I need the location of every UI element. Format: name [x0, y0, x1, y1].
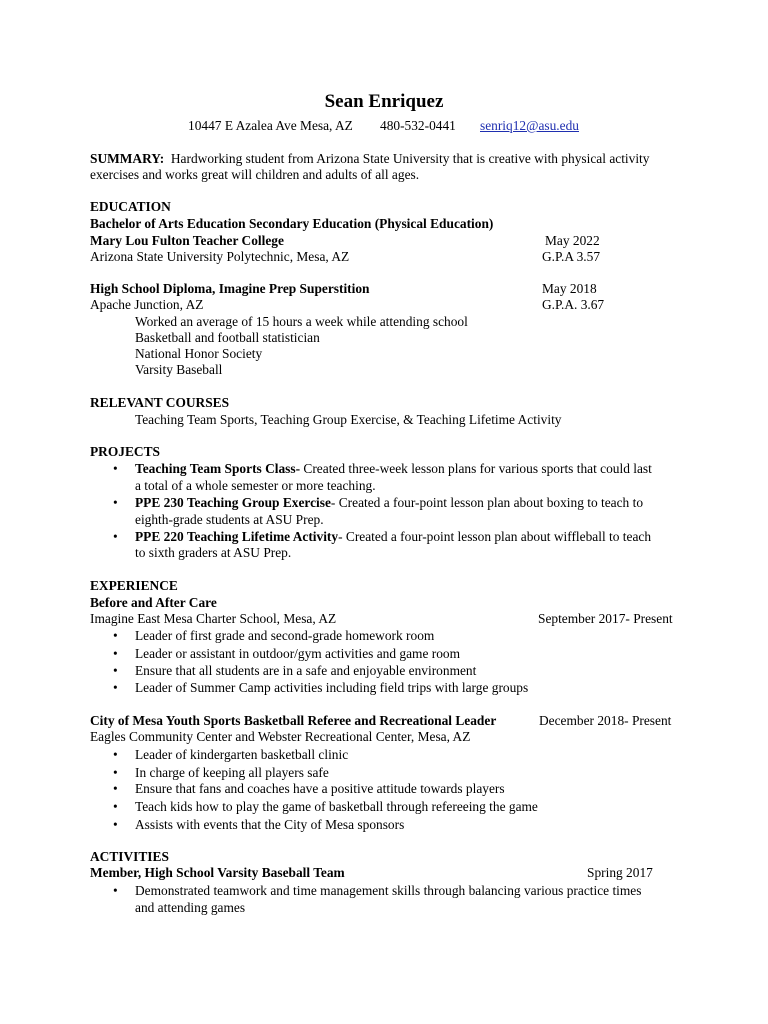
project-desc: - Created a four-point lesson plan about boxing to teach to — [330, 495, 644, 510]
hs-item: Varsity Baseball — [135, 362, 223, 377]
job2-item — [135, 765, 329, 782]
job1-item — [135, 646, 460, 663]
hs-date: May 2018 — [542, 281, 597, 296]
job1-item — [135, 628, 434, 645]
resume-name: Sean Enriquez — [324, 91, 444, 112]
summary-line-2: exercises and works great will children and adults of all ages. — [90, 167, 420, 182]
hs-item: Worked an average of 15 hours a week while attending school — [135, 314, 468, 329]
project-item — [135, 529, 651, 546]
project-item — [135, 461, 652, 478]
courses-text: Teaching Team Sports, Teaching Group Exercise, & Teaching Lifetime Activity — [135, 412, 562, 427]
hs-item: Basketball and football statistician — [135, 330, 320, 345]
job1-item-text: Leader of first grade and second-grade homework room — [135, 628, 435, 643]
college-date: May 2022 — [545, 233, 600, 248]
activity-text: Demonstrated teamwork and time management skills through balancing various practice times — [135, 883, 642, 898]
project-desc-cont: eighth-grade students at ASU Prep. — [135, 512, 324, 527]
college-name: Mary Lou Fulton Teacher College — [90, 233, 284, 248]
project-desc-cont: to sixth graders at ASU Prep. — [135, 545, 292, 560]
job1-item — [135, 680, 528, 697]
hs-location: Apache Junction, AZ — [90, 297, 204, 312]
project-title: Teaching Team Sports Class- — [135, 461, 301, 476]
job2-item-text: In charge of keeping all players safe — [135, 765, 329, 780]
courses-heading: RELEVANT COURSES — [90, 395, 230, 410]
job1-location: Imagine East Mesa Charter School, Mesa, AZ — [90, 611, 337, 626]
job2-item — [135, 747, 348, 764]
job2-item-text: Assists with events that the City of Mesa sponsors — [135, 817, 405, 832]
activities-heading: ACTIVITIES — [90, 849, 169, 864]
job1-item-text: Leader of Summer Camp activities including field trips with large groups — [135, 680, 529, 695]
hs-gpa: G.P.A. 3.67 — [542, 297, 605, 312]
hs-diploma: High School Diploma, Imagine Prep Superstition — [90, 281, 370, 296]
job2-title: City of Mesa Youth Sports Basketball Referee and Recreational Leader — [90, 713, 497, 728]
project-title: PPE 220 Teaching Lifetime Activity — [135, 529, 339, 544]
activity-date: Spring 2017 — [587, 865, 653, 880]
job2-item — [135, 817, 404, 834]
job2-item — [135, 781, 505, 798]
summary-label: SUMMARY: — [90, 151, 165, 166]
project-desc: Created three-week lesson plans for various sports that could last — [300, 461, 652, 476]
project-title: PPE 230 Teaching Group Exercise — [135, 495, 331, 510]
university-gpa: G.P.A 3.57 — [542, 249, 601, 264]
project-item — [135, 495, 643, 512]
hs-item: National Honor Society — [135, 346, 263, 361]
job1-date: September 2017- Present — [538, 611, 673, 626]
job2-item — [135, 799, 538, 816]
project-desc: - Created a four-point lesson plan about wiffleball to teach — [338, 529, 652, 544]
email-link[interactable]: senriq12@asu.edu — [480, 118, 579, 133]
summary-line-1 — [90, 151, 649, 168]
summary-text-1: Hardworking student from Arizona State University that is creative with physical activity — [170, 151, 650, 166]
projects-heading: PROJECTS — [90, 444, 160, 459]
activity-title: Member, High School Varsity Baseball Team — [90, 865, 345, 880]
phone: 480-532-0441 — [380, 118, 456, 133]
degree-title: Bachelor of Arts Education Secondary Education (Physical Education) — [90, 216, 494, 231]
job1-title: Before and After Care — [90, 595, 217, 610]
project-desc-cont: a total of a whole semester or more teaching. — [135, 478, 376, 493]
job2-item-text: Ensure that fans and coaches have a positive attitude towards players — [135, 781, 505, 796]
job2-date: December 2018- Present — [539, 713, 672, 728]
address: 10447 E Azalea Ave Mesa, AZ — [188, 118, 353, 133]
activity-text-cont: and attending games — [135, 900, 246, 915]
job2-location: Eagles Community Center and Webster Recreational Center, Mesa, AZ — [90, 729, 471, 744]
university-name: Arizona State University Polytechnic, Mesa, AZ — [90, 249, 350, 264]
job1-item — [135, 663, 476, 680]
education-heading: EDUCATION — [90, 199, 171, 214]
job1-item-text: Leader or assistant in outdoor/gym activities and game room — [135, 646, 461, 661]
job2-item-text: Leader of kindergarten basketball clinic — [135, 747, 349, 762]
job2-item-text: Teach kids how to play the game of basketball through refereeing the game — [135, 799, 538, 814]
job1-item-text: Ensure that all students are in a safe and enjoyable environment — [135, 663, 477, 678]
experience-heading: EXPERIENCE — [90, 578, 178, 593]
activity-item — [135, 883, 641, 900]
